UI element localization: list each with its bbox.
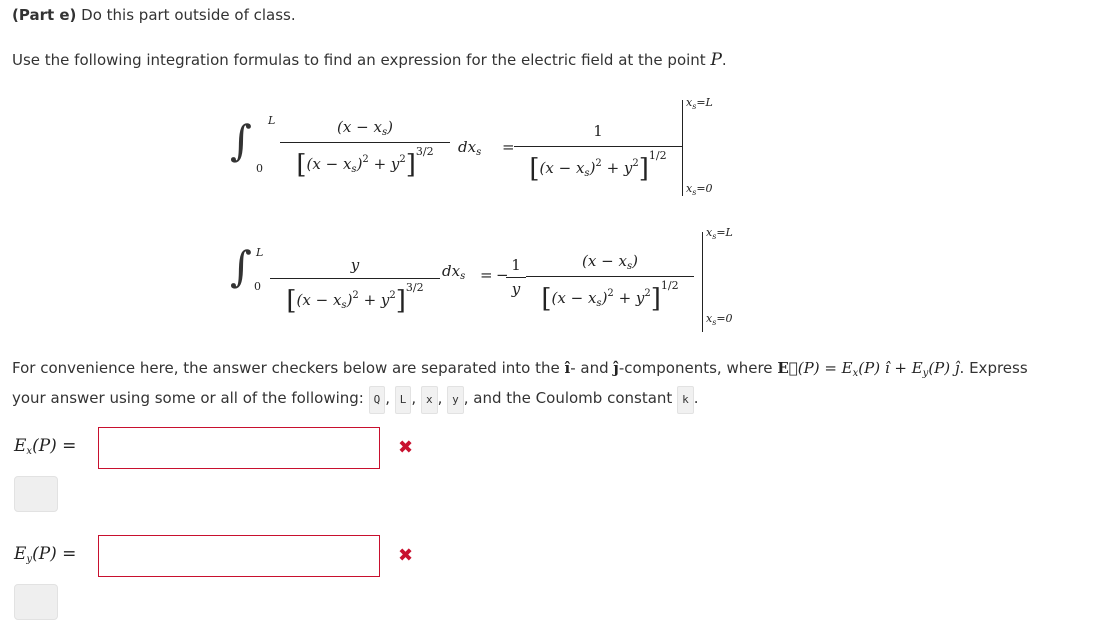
lower-limit: 0: [256, 162, 263, 175]
integral-sign: ∫: [230, 242, 252, 291]
integration-formula-2: [230, 226, 750, 336]
instruction-text: Use the following integration formulas to find an expression for the electric field at the point: [12, 51, 706, 69]
integrand-denominator: $[(x - x_s)^2 + y^2]^{3/2}$: [270, 278, 440, 316]
result-fraction: [526, 252, 694, 314]
equals-sign: =: [502, 138, 515, 156]
minus-sign: −: [496, 266, 509, 284]
ey-answer-input[interactable]: [98, 535, 380, 577]
var-y: y: [447, 386, 464, 414]
part-heading: [12, 6, 296, 24]
var-q: Q: [369, 386, 386, 414]
ex-label: $E_x(P)$ =: [14, 436, 77, 457]
incorrect-icon: ✖: [398, 437, 414, 458]
coefficient-fraction: [506, 256, 526, 298]
result-numerator: $(x - x_s)$: [582, 252, 638, 272]
field-expression: $(P) = E_x(P)$ î + $E_y(P)$ ĵ: [797, 359, 960, 379]
result-denominator: $[(x - x_s)^2 + y^2]^{1/2}$: [514, 146, 682, 184]
equals-sign: =: [480, 266, 493, 284]
coefficient-numerator: 1: [511, 256, 521, 274]
differential: $dx_s$: [458, 138, 482, 158]
answer-description: For convenience here, the answer checkers below are separated into the î- and ĵ-components, where E⃗(P) = $E_x(P)$ î + $E_y(P)$ ĵ. Express your answer using some or all of the following: Q , L , x , y , and the Coulomb constant k .: [12, 356, 1102, 414]
eval-upper: $x_s=L$: [706, 226, 733, 241]
ex-answer-input[interactable]: [98, 427, 380, 469]
result-denominator: $[(x - x_s)^2 + y^2]^{1/2}$: [526, 276, 694, 314]
part-label: (Part e): [12, 6, 77, 24]
upper-limit: L: [268, 114, 276, 127]
ey-label: $E_y(P)$ =: [14, 544, 77, 565]
part-text: Do this part outside of class.: [76, 6, 296, 24]
eval-upper: $x_s=L$: [686, 96, 713, 111]
integrand-fraction: [270, 256, 440, 316]
integration-formula-1: [230, 96, 750, 200]
point-symbol: P: [710, 50, 722, 70]
integrand-denominator: $[(x - x_s)^2 + y^2]^{3/2}$: [280, 142, 450, 180]
eval-lower: $x_s=0$: [706, 312, 733, 327]
evaluation-bar: [682, 100, 684, 196]
incorrect-icon: ✖: [398, 545, 414, 566]
evaluation-bar: [702, 232, 704, 332]
differential: $dx_s$: [442, 262, 466, 282]
e-vector: E⃗: [777, 359, 798, 377]
integrand-fraction: [280, 118, 450, 180]
integrand-numerator: $(x - x_s)$: [337, 118, 393, 138]
j-hat: ĵ: [613, 359, 619, 377]
const-k: k: [677, 386, 694, 414]
ey-preview-button[interactable]: [14, 584, 58, 620]
var-x: x: [421, 386, 438, 414]
upper-limit: L: [256, 246, 264, 259]
coefficient-denominator: y: [506, 277, 526, 298]
instructions: [12, 50, 727, 70]
instruction-period: .: [721, 51, 727, 69]
i-hat: î: [564, 359, 571, 377]
result-numerator: 1: [593, 122, 603, 140]
ex-preview-button[interactable]: [14, 476, 58, 512]
result-fraction: [514, 122, 682, 184]
integrand-numerator: y: [350, 256, 360, 274]
integral-sign: ∫: [230, 116, 252, 165]
eval-lower: $x_s=0$: [686, 182, 713, 197]
var-l: L: [395, 386, 412, 414]
lower-limit: 0: [254, 280, 261, 293]
